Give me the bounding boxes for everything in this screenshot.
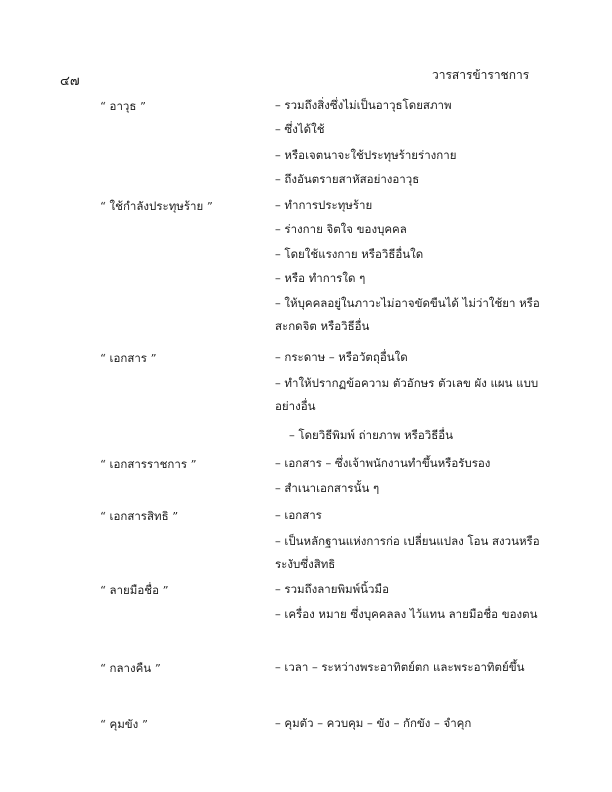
running-title: วารสารข้าราชการ — [432, 68, 530, 82]
term-official-document: “ เอกสารราชการ ” — [100, 457, 197, 471]
definition-line: – ทำให้ปรากฏข้อความ ตัวอักษร ตัวเลข ผัง แผน แบบอย่างอื่น — [275, 376, 539, 413]
definition-line: – เอกสาร – ซึ่งเจ้าพนักงานทำขึ้นหรือรับรอง — [275, 456, 491, 470]
definition-line: – เป็นหลักฐานแห่งการก่อ เปลี่ยนแปลง โอน สงวนหรือระงับซึ่งสิทธิ — [275, 534, 540, 571]
definition-line: – ถึงอันตรายสาหัสอย่างอาวุธ — [275, 172, 420, 186]
definition-line: – ร่างกาย จิตใจ ของบุคคล — [275, 222, 407, 236]
definition-line: – คุมตัว – ควบคุม – ขัง – กักขัง – จำคุก — [275, 716, 472, 730]
page-number: ๔๗ — [60, 74, 80, 89]
term-use-of-force: “ ใช้กำลังประทุษร้าย ” — [100, 199, 213, 213]
term-document: “ เอกสาร ” — [100, 351, 157, 365]
definition-line: – ทำการประทุษร้าย — [275, 198, 373, 212]
term-signature: “ ลายมือชื่อ ” — [100, 583, 169, 597]
definition-line: – เอกสาร — [275, 508, 322, 522]
definition-line: – โดยวิธีพิมพ์ ถ่ายภาพ หรือวิธีอื่น — [289, 428, 454, 442]
definition-line: – รวมถึงลายพิมพ์นิ้วมือ — [275, 582, 389, 596]
definition-line: – เครื่อง หมาย ซึ่งบุคคลลง ไว้แทน ลายมือชื่อ ของตน — [275, 607, 538, 621]
definition-line: – โดยใช้แรงกาย หรือวิธีอื่นใด — [275, 247, 424, 261]
definition-line: – กระดาษ – หรือวัตถุอื่นใด — [275, 350, 408, 364]
term-detention: “ คุมขัง ” — [100, 717, 148, 731]
definition-line: – เวลา – ระหว่างพระอาทิตย์ตก และพระอาทิตย์ขึ้น — [275, 660, 525, 674]
definition-line: – รวมถึงสิ่งซึ่งไม่เป็นอาวุธโดยสภาพ — [275, 98, 452, 112]
definition-line: – ซึ่งได้ใช้ — [275, 122, 325, 136]
term-title-document: “ เอกสารสิทธิ ” — [100, 509, 179, 523]
definition-line: – ให้บุคคลอยู่ในภาวะไม่อาจขัดขืนได้ ไม่ว่าใช้ยา หรือสะกดจิต หรือวิธีอื่น — [275, 296, 540, 333]
term-night-time: “ กลางคืน ” — [100, 661, 161, 675]
definition-line: – สำเนาเอกสารนั้น ๆ — [275, 481, 380, 495]
definition-line: – หรือ ทำการใด ๆ — [275, 271, 366, 285]
definition-line: – หรือเจตนาจะใช้ประทุษร้ายร่างกาย — [275, 148, 457, 162]
term-weapon: “ อาวุธ ” — [100, 99, 146, 113]
